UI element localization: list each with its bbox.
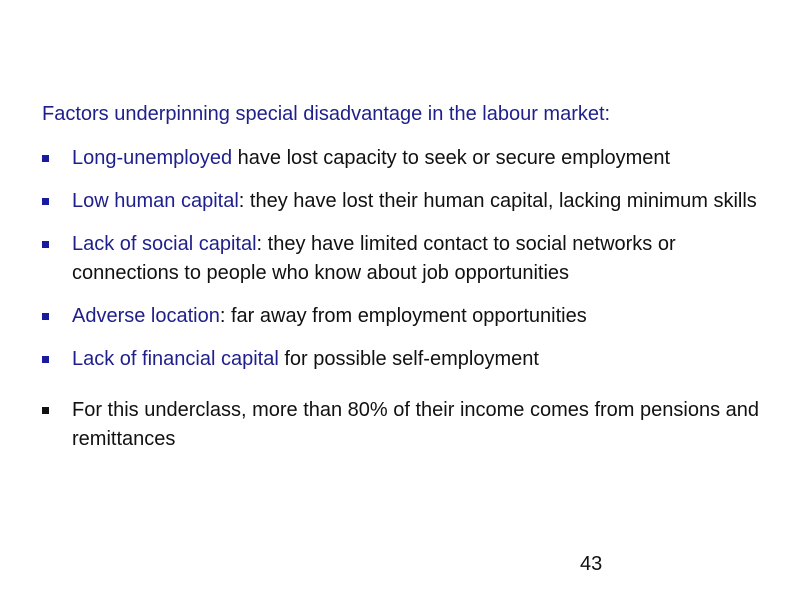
bullet-text: For this underclass, more than 80% of their income comes from pensions and remittances bbox=[72, 399, 759, 450]
bullet-text: have lost capacity to seek or secure employment bbox=[232, 147, 671, 169]
bullet-highlight: Lack of social capital bbox=[72, 233, 257, 255]
square-bullet-icon bbox=[42, 313, 49, 320]
bullet-text: : they have limited contact to social networks or connections to people who know about job opportunities bbox=[72, 233, 676, 284]
final-bullet-item bbox=[42, 396, 762, 454]
bullet-item bbox=[42, 187, 762, 216]
bullet-item bbox=[42, 230, 762, 288]
slide-intro-heading: Factors underpinning special disadvantage in the labour market: bbox=[42, 103, 611, 125]
bullet-text: : they have lost their human capital, lacking minimum skills bbox=[238, 190, 757, 212]
square-bullet-icon bbox=[42, 155, 49, 162]
page-number: 43 bbox=[580, 553, 603, 575]
bullet-list bbox=[42, 144, 762, 468]
bullet-highlight: Low human capital bbox=[72, 190, 239, 212]
bullet-item bbox=[42, 302, 762, 331]
bullet-highlight: Long-unemployed bbox=[72, 147, 233, 169]
square-bullet-icon bbox=[42, 356, 49, 363]
square-bullet-icon bbox=[42, 407, 49, 414]
bullet-highlight: Lack of financial capital bbox=[72, 348, 279, 370]
bullet-text: : far away from employment opportunities bbox=[219, 305, 587, 327]
bullet-text: for possible self-employment bbox=[278, 348, 539, 370]
bullet-highlight: Adverse location bbox=[72, 305, 220, 327]
square-bullet-icon bbox=[42, 198, 49, 205]
bullet-item bbox=[42, 345, 762, 374]
bullet-item bbox=[42, 144, 762, 173]
square-bullet-icon bbox=[42, 241, 49, 248]
